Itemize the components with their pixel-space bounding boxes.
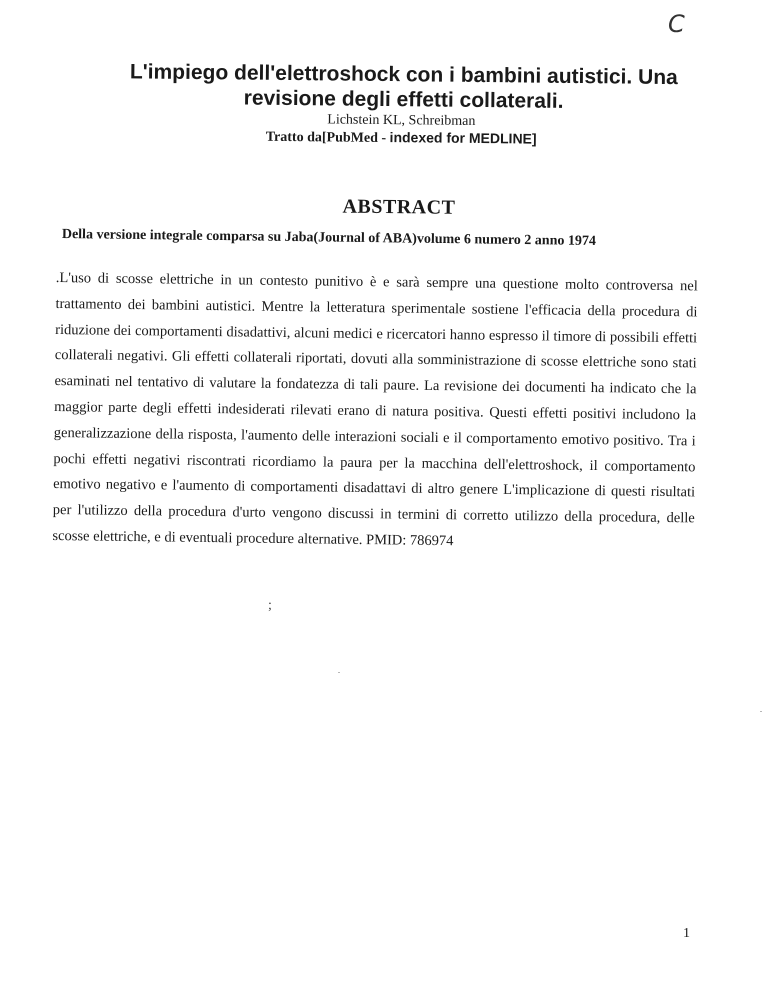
title-block [0,58,768,151]
document-title-line-2: revisione degli effetti collaterali. [243,86,564,113]
stray-mark: ; [268,598,272,613]
handwritten-corner-mark: C [668,10,685,38]
document-title-line-1: L'impiego dell'elettroshock con i bambini autistici. Una [129,60,678,90]
abstract-heading: ABSTRACT [342,195,456,219]
abstract-body: .L'uso di scosse elettriche in un contesto punitivo è e sarà sempre una questione molto controversa nel trattamento dei bambini autistici. Mentre la letteratura sperimentale sostiene l'efficacia della procedura di riduzione dei comportamenti disadattivi, alcuni medici e ricercatori hanno espresso il timore di possibili effetti collaterali negativi. Gli effetti collaterali riportati, dovuti alla somministrazione di scosse elettriche sono stati esaminati nel tentativo di valutare la fondatezza di tali paure. La revisione dei documenti ha indicato che la maggior parte degli effetti indesiderati rilevati erano di natura positiva. Questi effetti positivi includono la generalizzazione della risposta, l'aumento delle interazioni sociali e il comportamento emotivo positivo. Tra i pochi effetti negativi riscontrati ricordiamo la paura per la macchina dell'elettroshock, il comportamento emotivo negativo e l'aumento di comportamenti disadattavi di altro genere L'implicazione di questi risultati per l'utilizzo della procedura d'urto vengono discussi in termini di corretto utilizzo della procedura, delle scosse elettriche, e di eventuali procedure alternative. PMID: 786974 [52,269,698,550]
abstract-subheading: Della versione integrale comparsa su Jaba(Journal of ABA)volume 6 numero 2 anno 1974 [61,226,597,249]
source-prefix: Tratto da[PubMed - [265,129,390,147]
page-number: 1 [683,926,690,941]
authors: Lichstein KL, Schreibman [327,112,476,129]
source-suffix: indexed for MEDLINE] [389,129,537,147]
stray-mark: . [338,666,340,675]
stray-mark: . [760,705,762,714]
